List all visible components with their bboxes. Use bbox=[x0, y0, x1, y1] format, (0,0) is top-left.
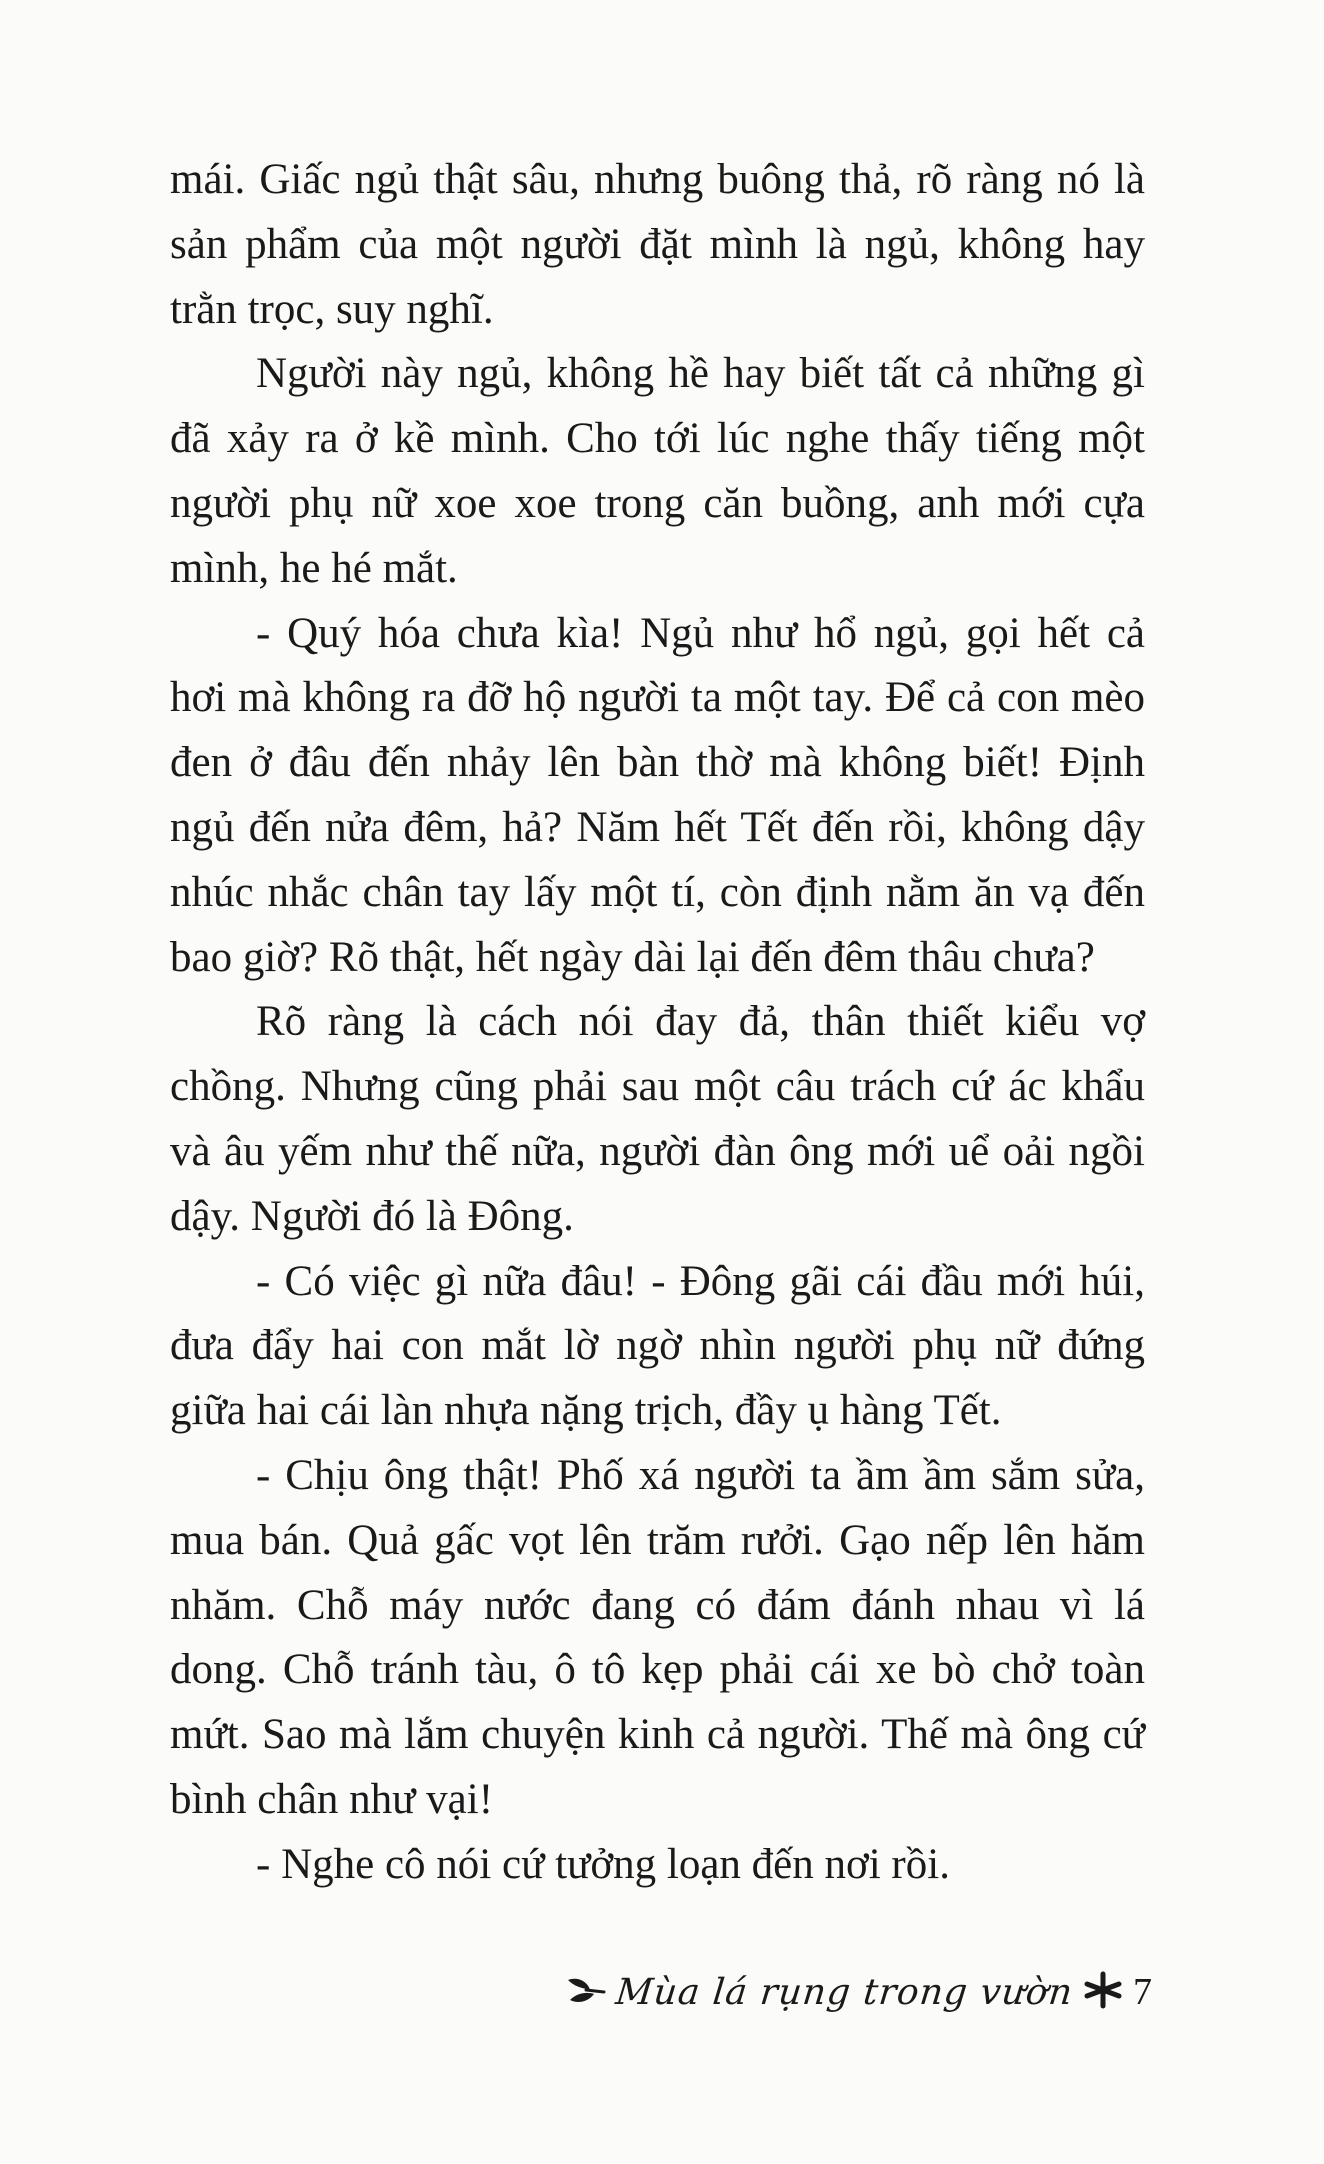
leaf-ornament-icon bbox=[564, 1974, 606, 2011]
paragraph-3: - Quý hóa chưa kìa! Ngủ như hổ ngủ, gọi hết cả hơi mà không ra đỡ hộ người ta một tay. Để cả con mèo đen ở đâu đến nhảy lên bàn thờ mà không biết! Định ngủ đến nửa đêm, hả? Năm hết Tết đến rồi, không dậy nhúc nhắc chân tay lấy một tí, còn định nằm ăn vạ đến bao giờ? Rõ thật, hết ngày dài lại đến đêm thâu chưa? bbox=[170, 609, 1145, 981]
page-number: 7 bbox=[1133, 1971, 1152, 2013]
paragraph-7: - Nghe cô nói cứ tưởng loạn đến nơi rồi. bbox=[256, 1840, 950, 1888]
paragraph-6: - Chịu ông thật! Phố xá người ta ầm ầm sắm sửa, mua bán. Quả gấc vọt lên trăm rưởi. Gạo nếp lên hăm nhăm. Chỗ máy nước đang có đám đánh nhau vì lá dong. Chỗ tránh tàu, ô tô kẹp phải cái xe bò chở toàn mứt. Sao mà lắm chuyện kinh cả người. Thế mà ông cứ bình chân như vại! bbox=[170, 1451, 1145, 1823]
star-ornament-icon bbox=[1083, 1970, 1123, 2015]
paragraph-2: Người này ngủ, không hề hay biết tất cả những gì đã xảy ra ở kề mình. Cho tới lúc nghe thấy tiếng một người phụ nữ xoe xoe trong căn buồng, anh mới cựa mình, he hé mắt. bbox=[170, 350, 1145, 592]
book-title: Mùa lá rụng trong vườn bbox=[613, 1971, 1076, 2013]
paragraph-1: mái. Giấc ngủ thật sâu, nhưng buông thả, rõ ràng nó là sản phẩm của một người đặt mình là ngủ, không hay trằn trọc, suy nghĩ. bbox=[170, 156, 1145, 333]
body-text bbox=[170, 148, 1145, 1898]
paragraph-4: Rõ ràng là cách nói đay đả, thân thiết kiểu vợ chồng. Nhưng cũng phải sau một câu trách cứ ác khẩu và âu yếm như thế nữa, người đàn ông mới uể oải ngồi dậy. Người đó là Đông. bbox=[170, 998, 1145, 1240]
page-footer bbox=[564, 1962, 1152, 2022]
paragraph-5: - Có việc gì nữa đâu! - Đông gãi cái đầu mới húi, đưa đẩy hai con mắt lờ ngờ nhìn người phụ nữ đứng giữa hai cái làn nhựa nặng trịch, đầy ụ hàng Tết. bbox=[170, 1257, 1145, 1435]
